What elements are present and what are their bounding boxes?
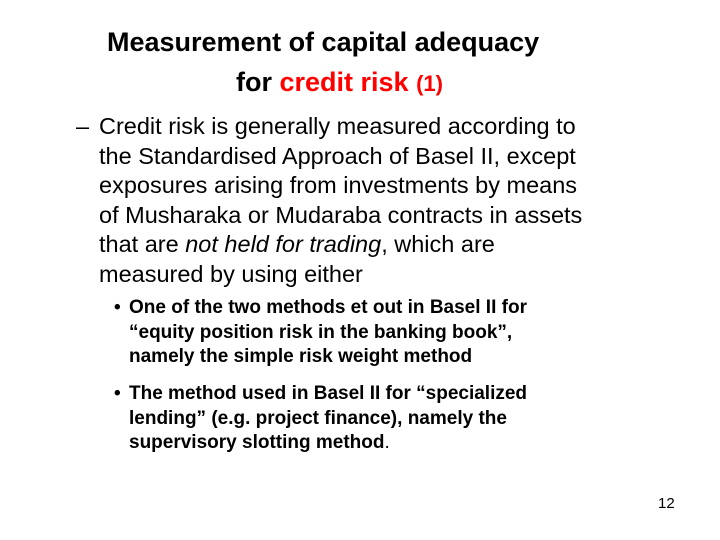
- bullet-line: “equity position risk in the banking book”,: [129, 321, 513, 343]
- bullet-item: [114, 296, 674, 370]
- main-text: , which are: [381, 231, 495, 257]
- bullet-line: One of the two methods et out in Basel II for: [129, 297, 527, 318]
- title-highlight: credit risk: [279, 67, 409, 97]
- slide-title: [0, 22, 720, 104]
- bullet-line: namely the simple risk weight method: [129, 346, 473, 367]
- title-line-2: [0, 62, 720, 104]
- title-number: (1): [416, 71, 443, 96]
- main-line: [76, 230, 696, 260]
- bullet-item: [114, 382, 674, 456]
- main-line: the Standardised Approach of Basel II, except: [99, 142, 576, 169]
- title-line-1: Measurement of capital adequacy: [107, 27, 540, 57]
- main-paragraph: [76, 112, 696, 289]
- bullet-marker: •: [114, 297, 121, 318]
- bullet-line: [114, 431, 674, 456]
- main-line: measured by using either: [99, 260, 363, 287]
- main-text: that are: [99, 231, 186, 257]
- title-prefix: for: [236, 67, 280, 97]
- bullet-text: supervisory slotting method: [129, 432, 385, 453]
- main-line: exposures arising from investments by means: [99, 172, 578, 198]
- page-number: 12: [658, 495, 675, 512]
- main-line: Credit risk is generally measured according to: [99, 113, 576, 139]
- emphasis-text: not held for trading: [185, 231, 382, 257]
- bullet-marker: •: [114, 383, 121, 404]
- dash-marker: –: [76, 113, 90, 139]
- main-line: of Musharaka or Mudaraba contracts in assets: [99, 201, 583, 228]
- end-punctuation: .: [384, 432, 390, 453]
- bullet-line: lending” (e.g. project finance), namely the: [129, 407, 507, 429]
- bullet-line: The method used in Basel II for “specialized: [129, 383, 528, 404]
